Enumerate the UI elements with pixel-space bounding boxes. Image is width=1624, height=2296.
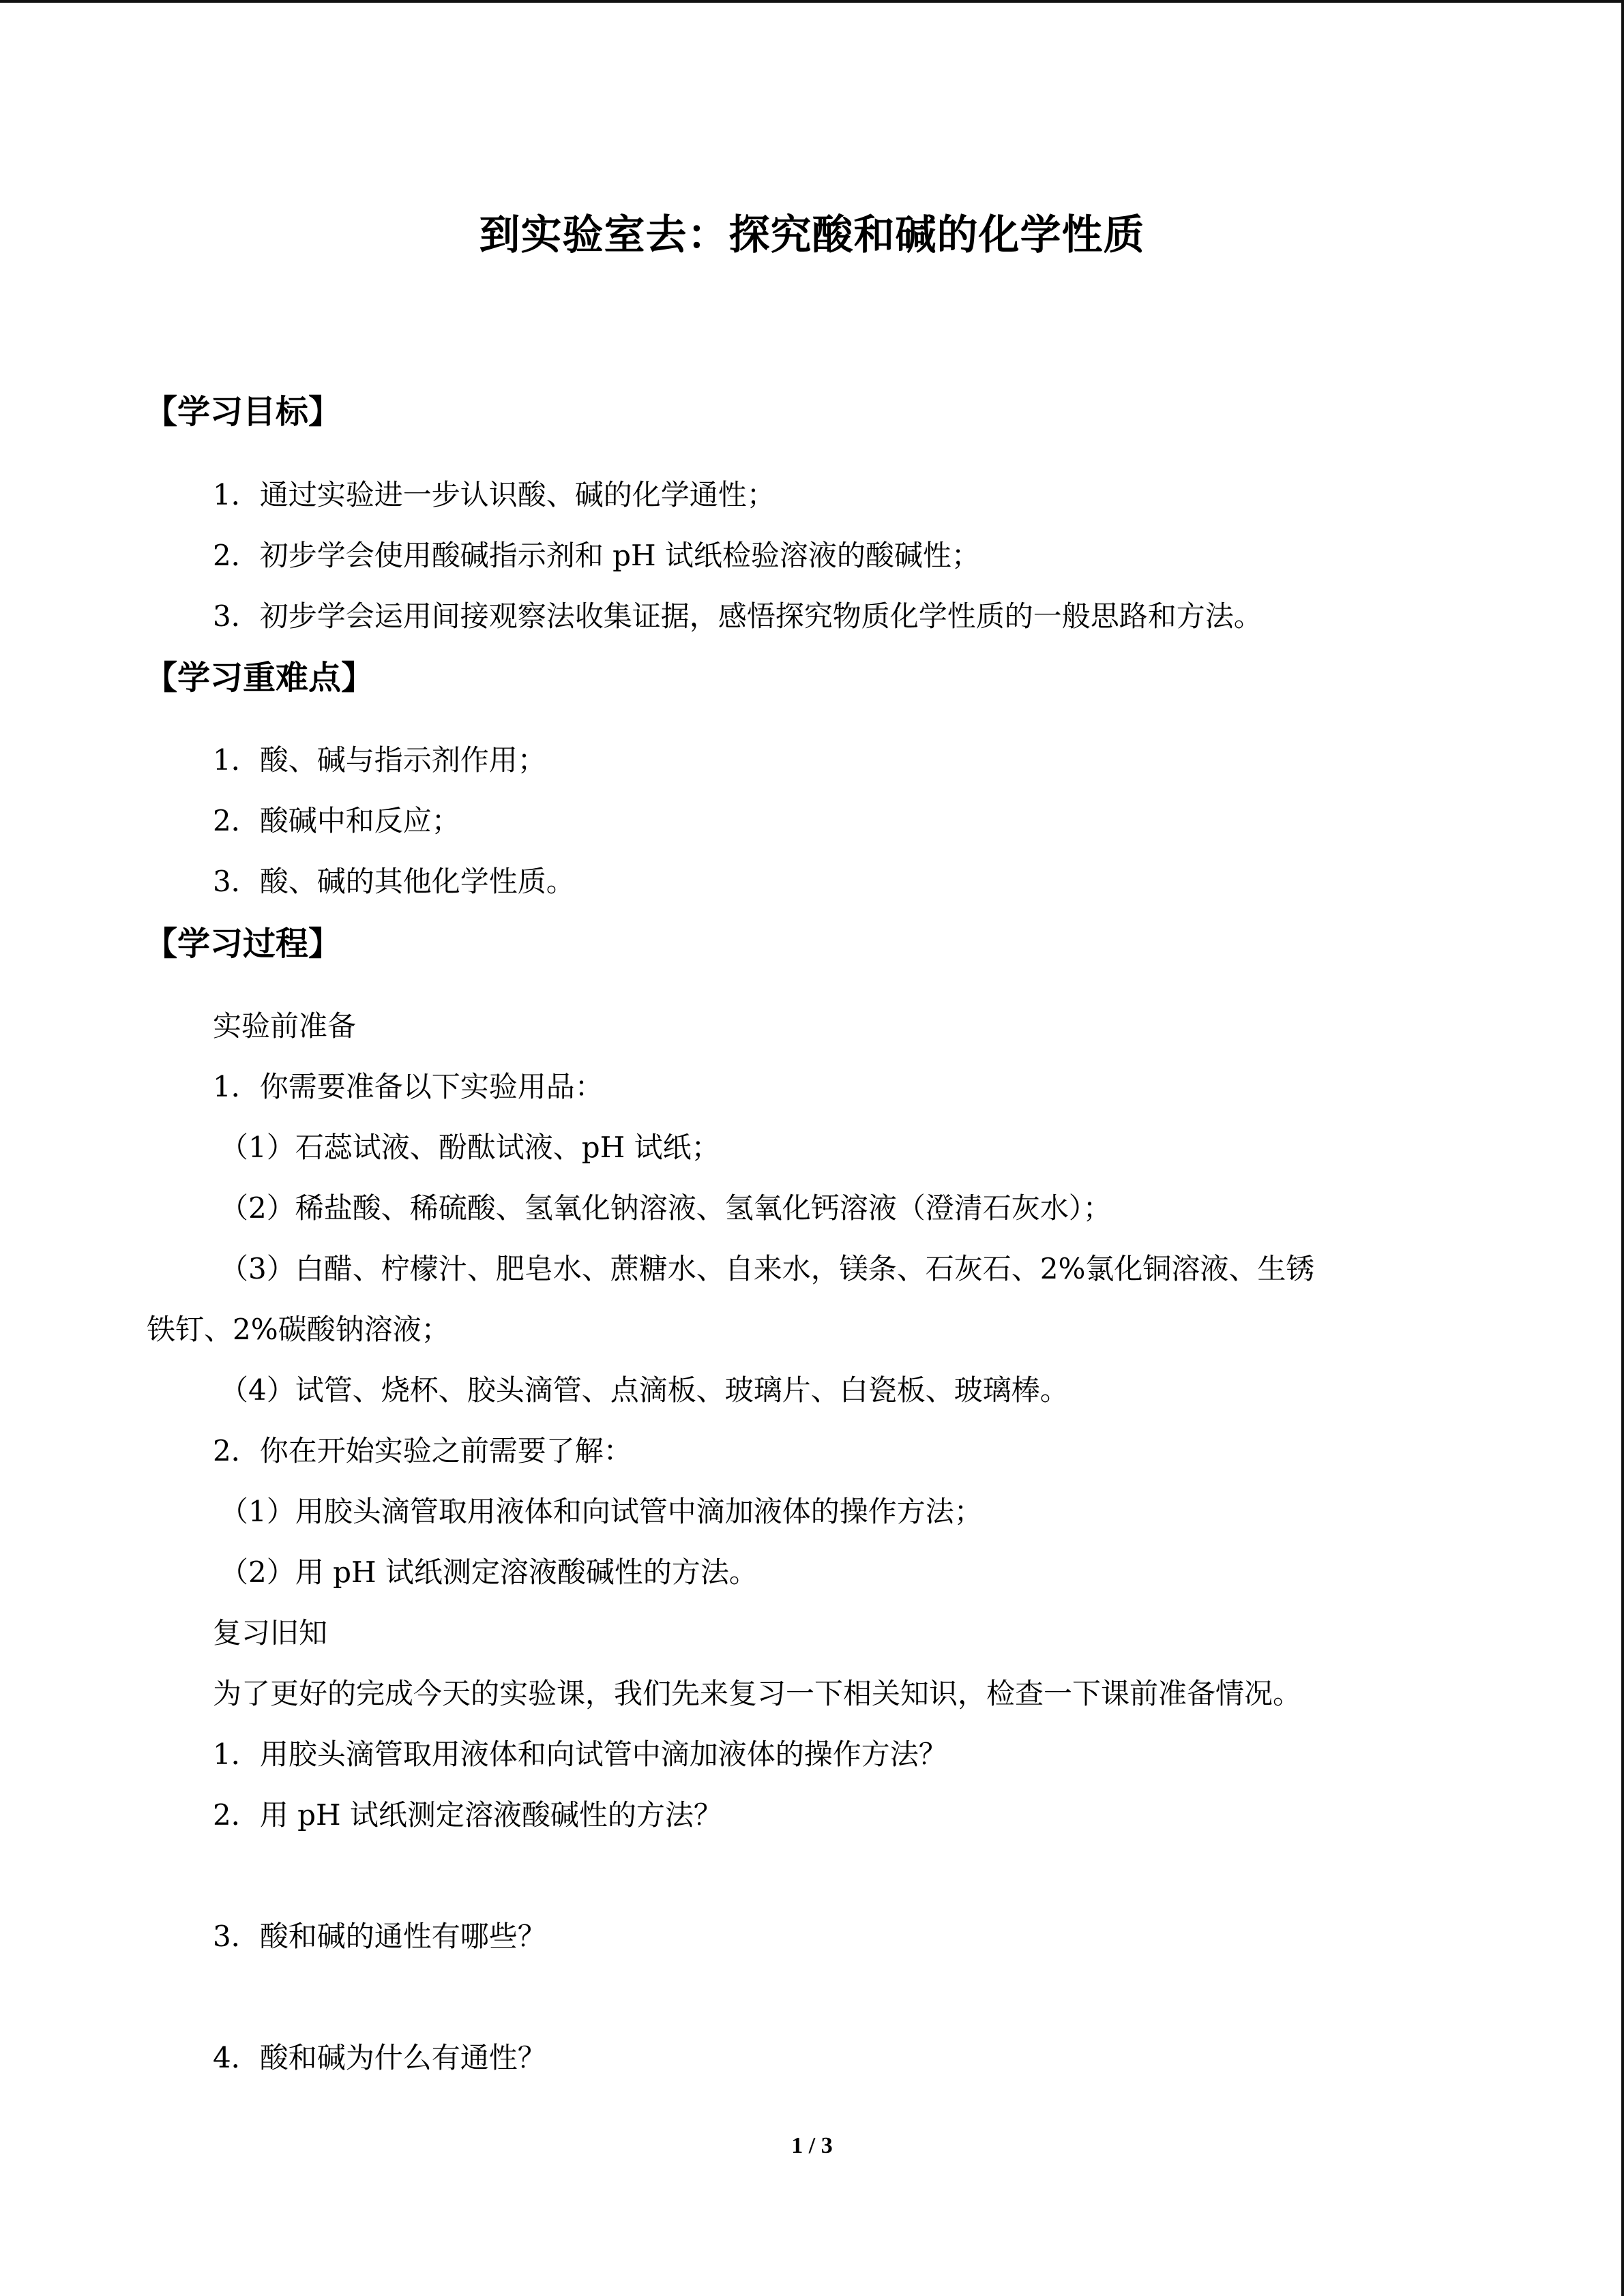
key-point-item: 3．酸、碱的其他化学性质。: [213, 865, 575, 898]
review-intro: 为了更好的完成今天的实验课，我们先来复习一下相关知识，检查一下课前准备情况。: [213, 1677, 1302, 1710]
section-heading-objectives: 【学习目标】: [145, 393, 342, 431]
prep-question-1: 1．你需要准备以下实验用品：: [213, 1070, 604, 1103]
prep-supply-item: （2）稀盐酸、稀硫酸、氢氧化钠溶液、氢氧化钙溶液（澄清石灰水）；: [220, 1191, 1112, 1225]
key-point-item: 1．酸、碱与指示剂作用；: [213, 743, 546, 777]
section-heading-key-points: 【学习重难点】: [145, 659, 374, 697]
review-question: 2．用 pH 试纸测定溶液酸碱性的方法？: [213, 1798, 722, 1832]
prep-supply-item: （3）白醋、柠檬汁、肥皂水、蔗糖水、自来水，镁条、石灰石、2%氯化铜溶液、生锈: [220, 1252, 1315, 1285]
section-heading-process: 【学习过程】: [145, 925, 342, 963]
objective-item: 2．初步学会使用酸碱指示剂和 pH 试纸检验溶液的酸碱性；: [213, 539, 980, 572]
review-title: 复习旧知: [213, 1616, 328, 1650]
document-title: 到实验室去：探究酸和碱的化学性质: [479, 211, 1145, 259]
prep-title: 实验前准备: [213, 1009, 357, 1043]
prep-question-2: 2．你在开始实验之前需要了解：: [213, 1434, 632, 1467]
prep-knowledge-item: （2）用 pH 试纸测定溶液酸碱性的方法。: [220, 1555, 758, 1589]
review-question: 4．酸和碱为什么有通性？: [213, 2041, 546, 2074]
page-indicator: 1 / 3: [791, 2133, 833, 2158]
prep-knowledge-item: （1）用胶头滴管取用液体和向试管中滴加液体的操作方法；: [220, 1495, 983, 1528]
review-question: 3．酸和碱的通性有哪些？: [213, 1920, 546, 1953]
review-question: 1．用胶头滴管取用液体和向试管中滴加液体的操作方法？: [213, 1738, 947, 1771]
prep-supply-item-continued: 铁钉、2%碳酸钠溶液；: [147, 1313, 450, 1346]
prep-supply-item: （4）试管、烧杯、胶头滴管、点滴板、玻璃片、白瓷板、玻璃棒。: [220, 1373, 1069, 1407]
objective-item: 1．通过实验进一步认识酸、碱的化学通性；: [213, 478, 776, 511]
key-point-item: 2．酸碱中和反应；: [213, 804, 460, 837]
objective-item: 3．初步学会运用间接观察法收集证据，感悟探究物质化学性质的一般思路和方法。: [213, 599, 1263, 633]
prep-supply-item: （1）石蕊试液、酚酞试液、pH 试纸；: [220, 1131, 720, 1164]
